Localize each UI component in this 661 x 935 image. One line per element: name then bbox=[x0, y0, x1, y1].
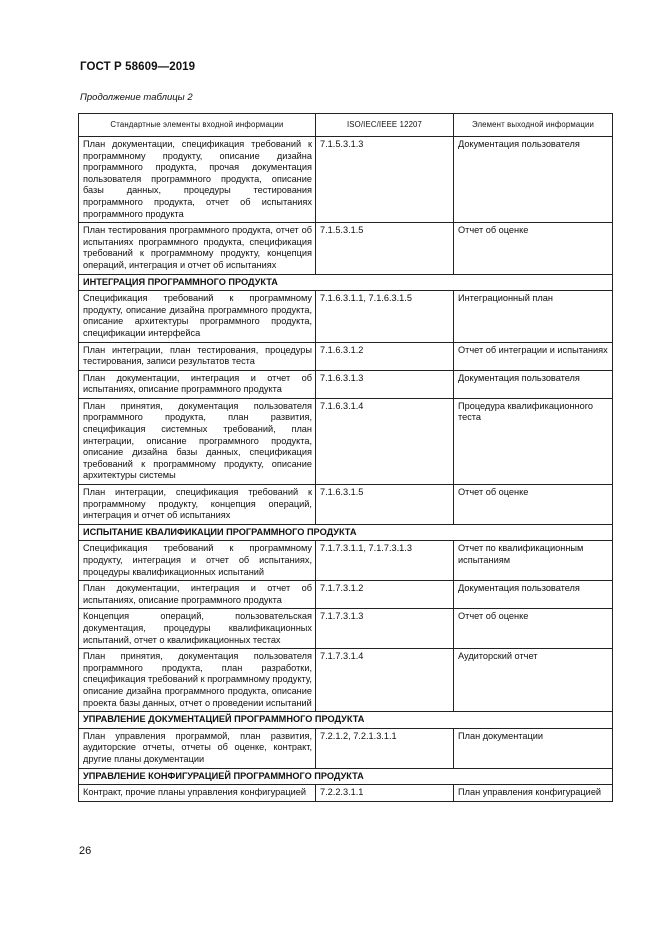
cell-output: Отчет об оценке bbox=[454, 485, 613, 525]
table-row bbox=[79, 370, 613, 398]
cell-output: Аудиторский отчет bbox=[454, 649, 613, 712]
cell-reference: 7.1.7.3.1.2 bbox=[316, 581, 454, 609]
cell-input: План интеграции, спецификация требований к программному продукту, концепция операций, интеграция и отчет об испытаниях bbox=[79, 485, 316, 525]
cell-output: План управления конфигурацией bbox=[454, 785, 613, 802]
cell-input: План управления программой, план развития, аудиторские отчеты, отчеты об оценке, контракт, другие планы документации bbox=[79, 728, 316, 768]
table-body bbox=[79, 137, 613, 802]
section-title: ИНТЕГРАЦИЯ ПРОГРАММНОГО ПРОДУКТА bbox=[79, 274, 613, 291]
table-section-row bbox=[79, 524, 613, 541]
table-row bbox=[79, 785, 613, 802]
cell-reference: 7.1.5.3.1.3 bbox=[316, 137, 454, 223]
table-row bbox=[79, 541, 613, 581]
cell-input: План документации, спецификация требований к программному продукту, описание дизайна программного продукта, прочая документация пользователя программного продукта, описание базы данных, процедуры тестирования программного продукта, отчет об испытаниях программного продукта bbox=[79, 137, 316, 223]
cell-input: План принятия, документация пользователя программного продукта, план разработки, спецификация требований к программному продукту, описание дизайна программного продукта, описание проекта базы данных, отчет о проведении испытаний bbox=[79, 649, 316, 712]
cell-input: План принятия, документация пользователя программного продукта, план развития, спецификация системных требований, план интеграции, описание программного продукта, описание дизайна базы данных, спецификация требований к программному продукту, описание архитектуры системы bbox=[79, 398, 316, 484]
cell-input: Спецификация требований к программному продукту, описание дизайна программного продукта, описание архитектуры программного продукта, спецификации интерфейса bbox=[79, 291, 316, 342]
cell-output: Процедура квалификационного теста bbox=[454, 398, 613, 484]
column-header-input: Стандартные элементы входной информации bbox=[79, 114, 316, 137]
table-row bbox=[79, 581, 613, 609]
cell-output: Документация пользователя bbox=[454, 370, 613, 398]
table-header-row bbox=[79, 114, 613, 137]
cell-reference: 7.1.7.3.1.4 bbox=[316, 649, 454, 712]
cell-input: Концепция операций, пользовательская документация, процедуры квалификационных испытаний, отчет о квалификационных тестах bbox=[79, 609, 316, 649]
cell-reference: 7.1.7.3.1.1, 7.1.7.3.1.3 bbox=[316, 541, 454, 581]
cell-input: План тестирования программного продукта, отчет об испытаниях программного продукта, спецификация требований к программному продукту, концепция операций, интеграция и отчет об испытаниях bbox=[79, 223, 316, 274]
table-row bbox=[79, 649, 613, 712]
table-row bbox=[79, 728, 613, 768]
cell-output: Интеграционный план bbox=[454, 291, 613, 342]
cell-input: План интеграции, план тестирования, процедуры тестирования, записи результатов теста bbox=[79, 342, 316, 370]
table-row bbox=[79, 398, 613, 484]
table-section-row bbox=[79, 274, 613, 291]
cell-input: План документации, интеграция и отчет об испытаниях, описание программного продукта bbox=[79, 370, 316, 398]
section-title: УПРАВЛЕНИЕ ДОКУМЕНТАЦИЕЙ ПРОГРАММНОГО ПРОДУКТА bbox=[79, 712, 613, 729]
cell-output: План документации bbox=[454, 728, 613, 768]
cell-reference: 7.1.6.3.1.4 bbox=[316, 398, 454, 484]
table-row bbox=[79, 342, 613, 370]
table-row bbox=[79, 137, 613, 223]
cell-reference: 7.1.6.3.1.2 bbox=[316, 342, 454, 370]
table-section-row bbox=[79, 712, 613, 729]
table-row bbox=[79, 609, 613, 649]
table-row bbox=[79, 223, 613, 274]
table-row bbox=[79, 291, 613, 342]
requirements-table bbox=[78, 113, 613, 802]
cell-input: Контракт, прочие планы управления конфигурацией bbox=[79, 785, 316, 802]
table-continuation-caption: Продолжение таблицы 2 bbox=[80, 92, 193, 103]
cell-reference: 7.1.7.3.1.3 bbox=[316, 609, 454, 649]
column-header-standard: ISO/IEC/IEEE 12207 bbox=[316, 114, 454, 137]
cell-output: Документация пользователя bbox=[454, 581, 613, 609]
cell-input: Спецификация требований к программному продукту, интеграция и отчет об испытаниях, процедуры квалификационных испытаний bbox=[79, 541, 316, 581]
cell-input: План документации, интеграция и отчет об испытаниях, описание программного продукта bbox=[79, 581, 316, 609]
cell-output: Отчет об оценке bbox=[454, 223, 613, 274]
cell-reference: 7.2.2.3.1.1 bbox=[316, 785, 454, 802]
section-title: ИСПЫТАНИЕ КВАЛИФИКАЦИИ ПРОГРАММНОГО ПРОДУКТА bbox=[79, 524, 613, 541]
column-header-output: Элемент выходной информации bbox=[454, 114, 613, 137]
cell-reference: 7.1.6.3.1.5 bbox=[316, 485, 454, 525]
cell-output: Документация пользователя bbox=[454, 137, 613, 223]
document-code: ГОСТ Р 58609—2019 bbox=[80, 61, 196, 73]
cell-reference: 7.2.1.2, 7.2.1.3.1.1 bbox=[316, 728, 454, 768]
cell-reference: 7.1.6.3.1.3 bbox=[316, 370, 454, 398]
cell-output: Отчет об интеграции и испытаниях bbox=[454, 342, 613, 370]
cell-output: Отчет по квалификационным испытаниям bbox=[454, 541, 613, 581]
cell-reference: 7.1.6.3.1.1, 7.1.6.3.1.5 bbox=[316, 291, 454, 342]
cell-reference: 7.1.5.3.1.5 bbox=[316, 223, 454, 274]
table-section-row bbox=[79, 768, 613, 785]
cell-output: Отчет об оценке bbox=[454, 609, 613, 649]
table-row bbox=[79, 485, 613, 525]
section-title: УПРАВЛЕНИЕ КОНФИГУРАЦИЕЙ ПРОГРАММНОГО ПРОДУКТА bbox=[79, 768, 613, 785]
page-number: 26 bbox=[79, 845, 92, 857]
